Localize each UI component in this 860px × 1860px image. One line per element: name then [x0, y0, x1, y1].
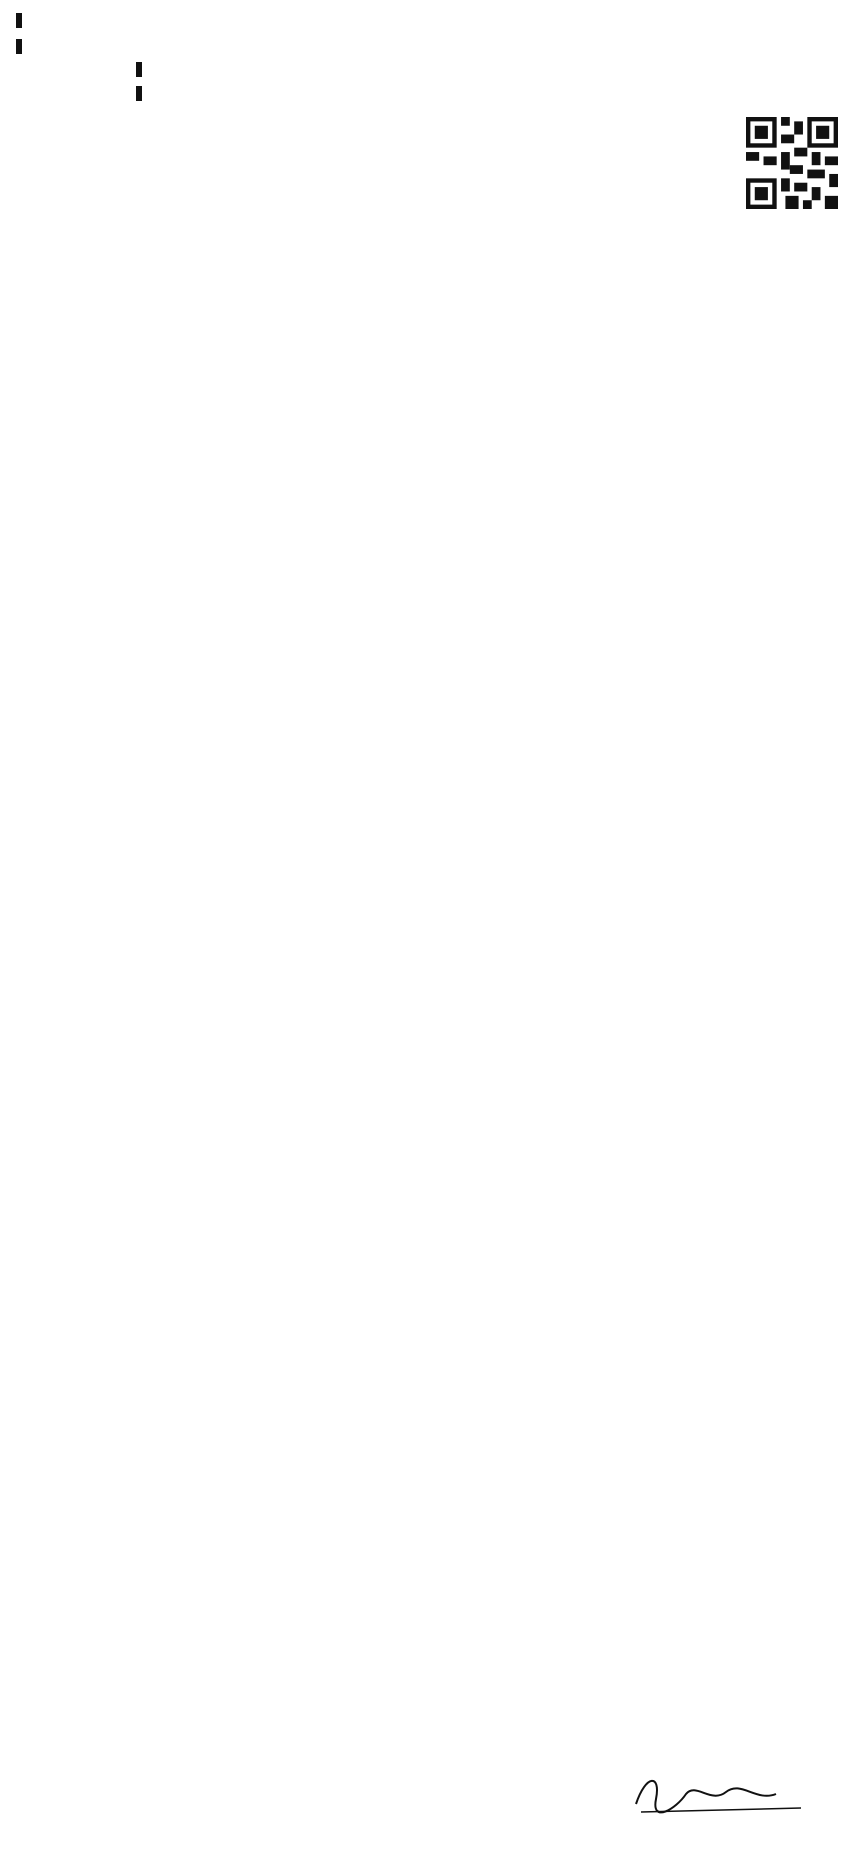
signature-block [606, 1764, 826, 1822]
recover-user-line [136, 61, 844, 79]
sms2-line [16, 38, 844, 56]
signature-image [606, 1764, 826, 1822]
recover-list [16, 61, 844, 102]
qr-code-icon[interactable] [746, 117, 838, 209]
recover-pin-line [136, 85, 844, 103]
recover-pin-label [136, 86, 142, 101]
sms1-line [16, 12, 844, 30]
item-jha [16, 117, 844, 213]
sms2-label [16, 39, 22, 54]
sms1-label [16, 13, 22, 28]
recover-user-label [136, 62, 142, 77]
notice-page [16, 0, 844, 1840]
